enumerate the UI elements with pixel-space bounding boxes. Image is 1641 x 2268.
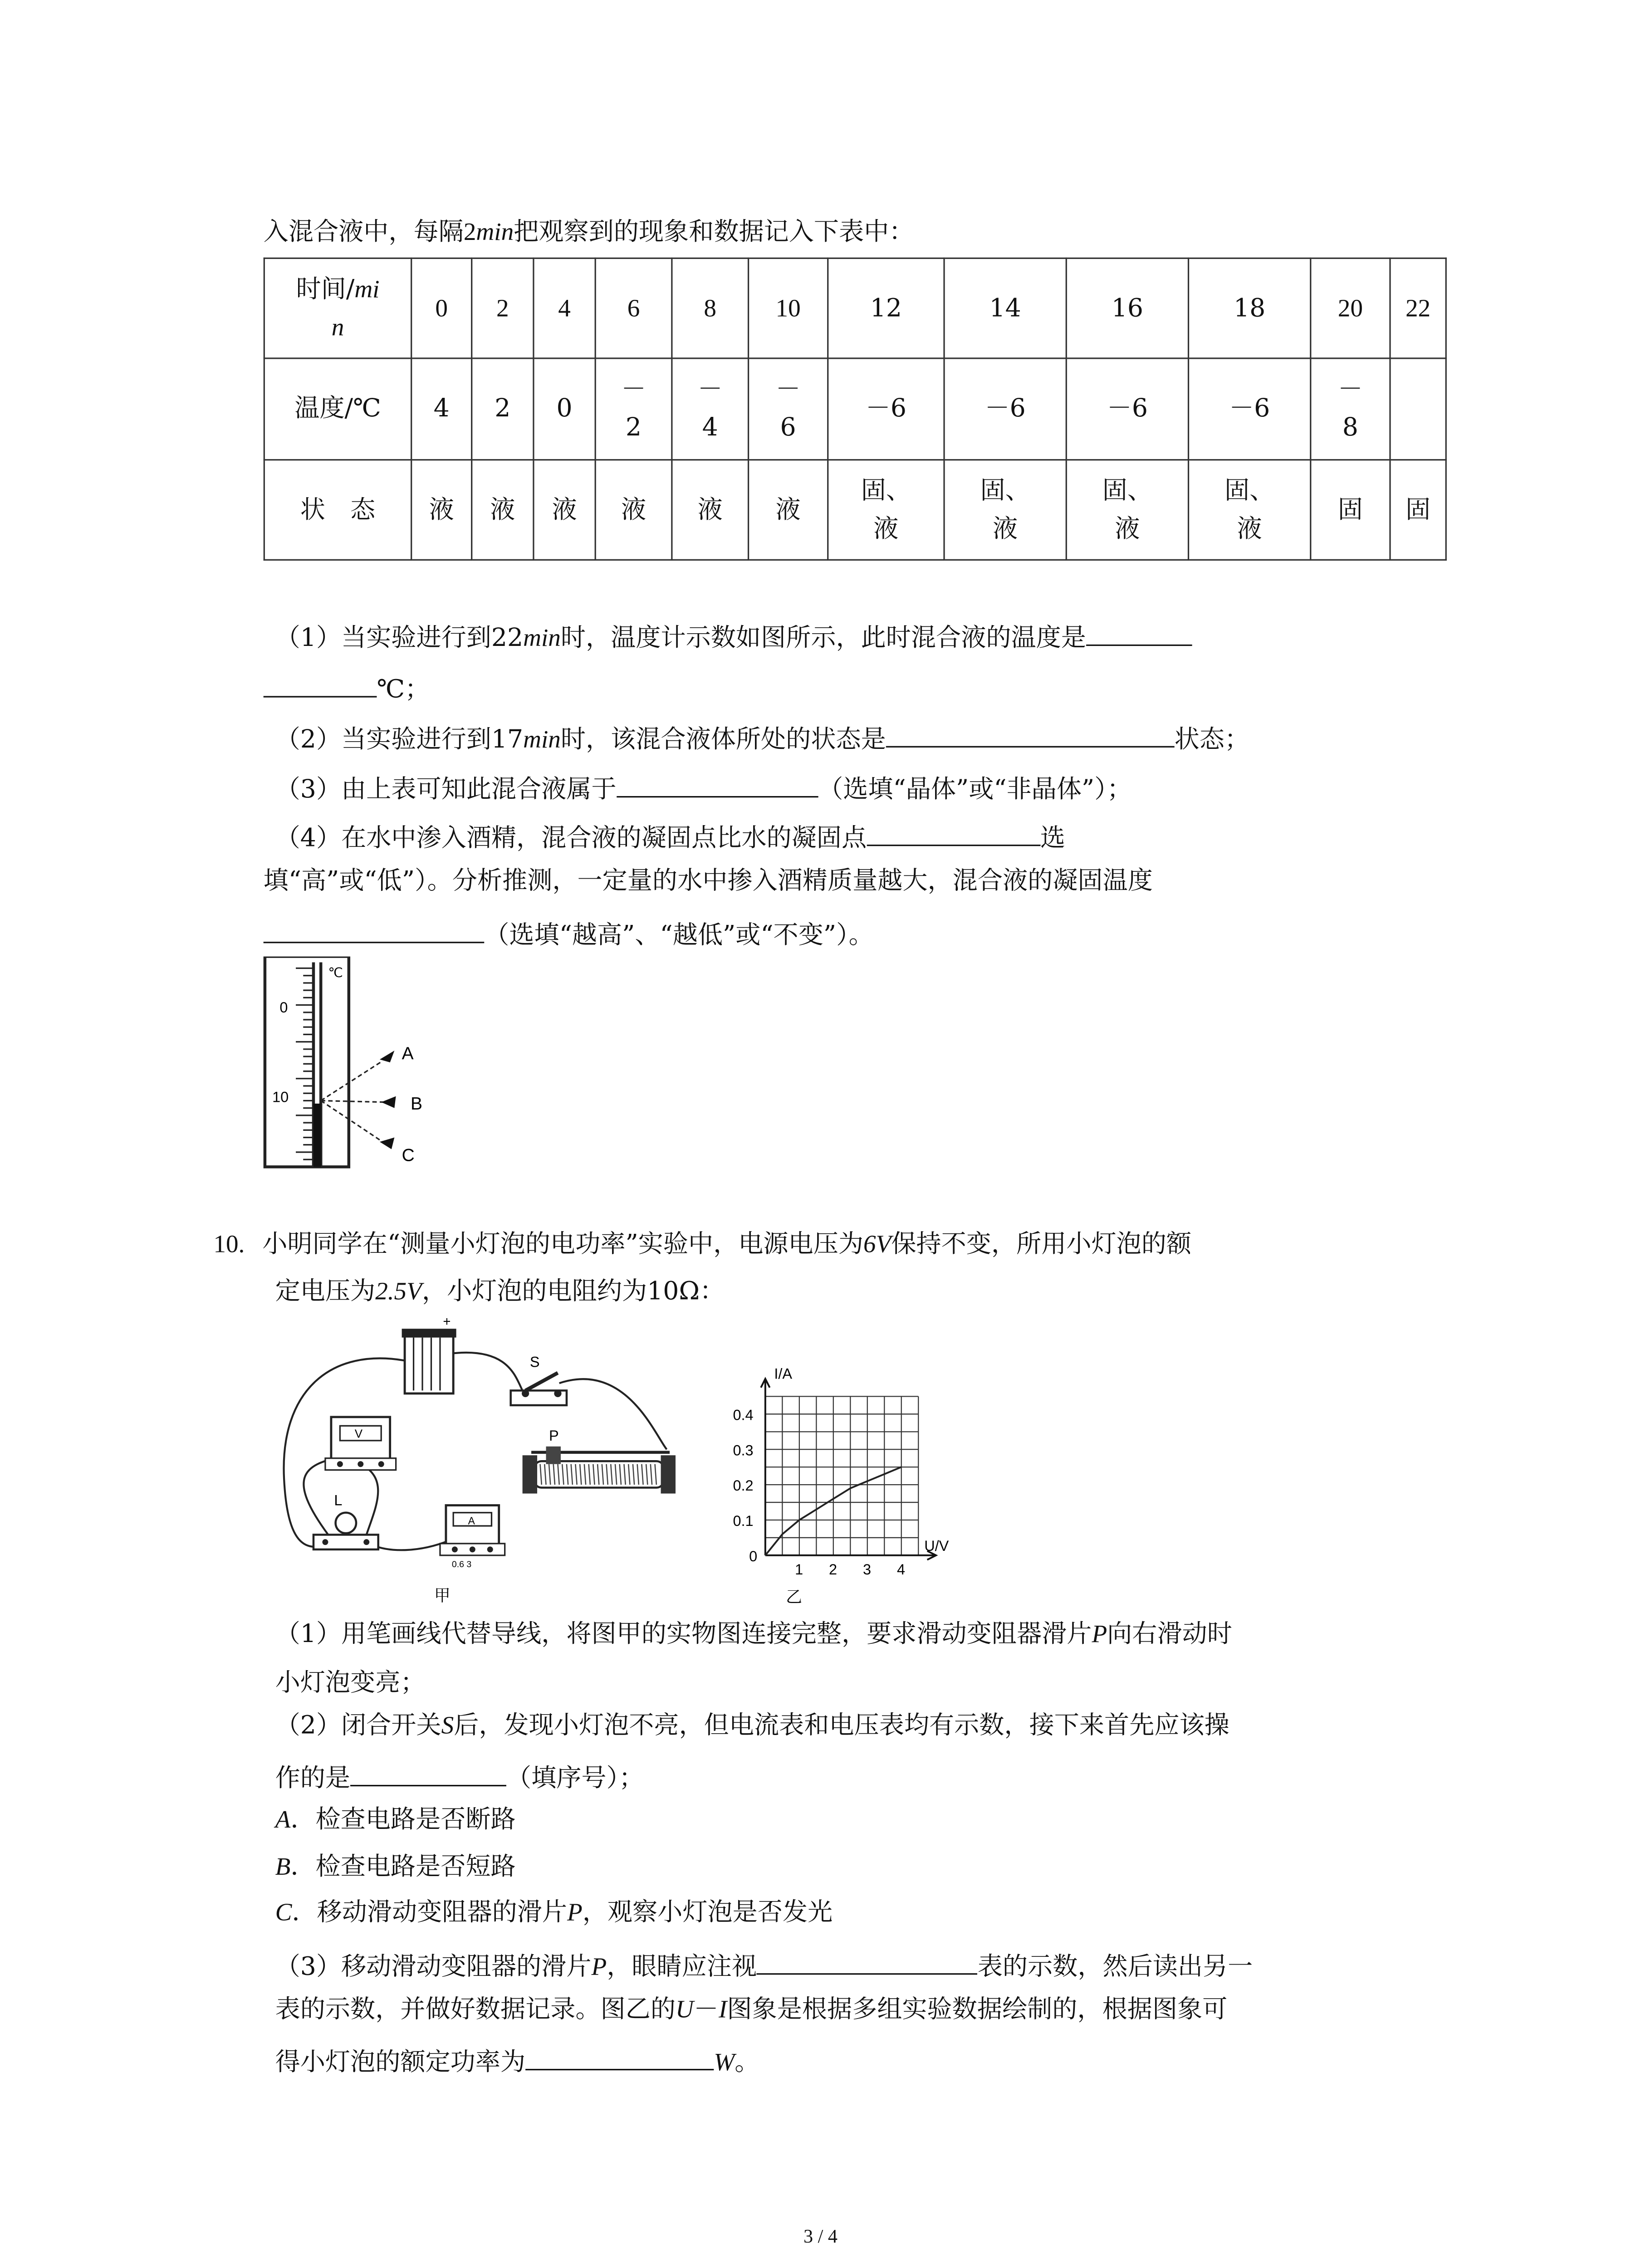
answer-blank-10-3b[interactable] [525,2043,714,2071]
state-cell-line-b: 液 [873,514,899,544]
temperature-cell [1311,358,1390,460]
chart-caption: 乙 [786,1588,802,1607]
q9-part3-end: （选填“晶体”或“非晶体”）； [818,775,1132,805]
q10-part3-slider: P [591,1952,607,1981]
answer-blank-4a[interactable] [867,818,1040,846]
state-cell-line-a: 固、 [861,476,911,506]
intro-unit: min [476,218,514,246]
q9-part1-text: （1）当实验进行到 [275,624,491,654]
q10-part2-text-a: （2）闭合开关 [275,1711,441,1741]
time-cell: 0 [411,258,472,358]
temperature-cell-line-b: 2 [625,413,642,443]
time-header [264,258,411,358]
x-tick-label: 4 [897,1561,906,1578]
time-label: 时间/ [296,274,355,304]
q10-part3-end: 。 [735,2048,760,2078]
answer-blank-4b[interactable] [264,915,485,943]
switch-label: S [529,1354,540,1370]
temperature-cell-line-a: － [621,375,647,405]
wire-switch-to-rheostat [559,1379,667,1449]
q10-text-c: 定电压为 [275,1277,376,1307]
temperature-cell [472,358,534,460]
intro-text: 入混合液中，每隔 [263,218,464,247]
q10-part2-text-d: （填序号）； [506,1764,644,1794]
answer-blank-10-2[interactable] [350,1759,506,1787]
rheostat-icon [523,1427,676,1494]
intro-interval: 2 [463,218,476,246]
state-cell [595,460,672,560]
chart-x-axis-label: U/V [924,1538,949,1554]
temperature-cell-line-a: 4 [433,394,450,424]
q10-part1-slider: P [1092,1620,1107,1648]
state-cell-line-a: 固、 [1102,476,1153,506]
answer-blank-2[interactable] [886,719,1175,748]
chart-tick-labels [733,1407,905,1578]
chart-axes [761,1379,936,1560]
answer-blank-10-3a[interactable] [757,1947,978,1975]
time-cell: 4 [534,258,595,358]
state-cell-line-b: 液 [1115,514,1140,544]
time-cell: 16 [1066,258,1188,358]
wire-voltmeter-to-lamp [361,1464,378,1535]
q10-part1-text-b: 向右滑动时 [1107,1620,1232,1650]
q10-text-b: 保持不变，所用小灯泡的额 [891,1230,1192,1260]
option-c-text-a: ．移动滑动变阻器的滑片 [292,1898,568,1928]
temperature-cell [828,358,944,460]
state-cell-line-a: 液 [775,495,801,525]
circuit-caption: 甲 [434,1586,451,1605]
observation-table [264,258,1447,561]
q9-part4 [275,818,1065,855]
q10-line1 [213,1229,1191,1261]
state-cell [828,460,944,560]
x-tick-label: 3 [863,1561,872,1578]
q9-part3 [275,770,1132,807]
q9-part3-text: （3）由上表可知此混合液属于 [275,775,617,805]
state-cell-line-b: 液 [1237,514,1262,544]
q10-part3-watt: W [714,2048,735,2077]
state-cell-line-a: 固 [1405,495,1431,525]
time-cell: 22 [1390,258,1446,358]
wire-lamp-to-ammeter [372,1540,449,1550]
battery-plus-label: + [443,1317,451,1329]
ammeter-terminals-label: 0.6 3 [451,1559,472,1569]
q10-part2-line2 [275,1759,644,1795]
state-cell-line-a: 固、 [1224,476,1275,506]
intro-text-end: 把观察到的现象和数据记入下表中： [514,218,914,247]
q10-part3-line1 [275,1947,1253,1984]
q9-part2-end: 状态； [1174,725,1250,755]
time-cell: 8 [672,258,749,358]
temperature-cell [749,358,828,460]
q9-part1-cont [264,670,430,706]
y-tick-label: 0.4 [733,1407,754,1423]
eye-b-label: B [411,1094,423,1114]
state-header: 状 态 [264,460,411,560]
temperature-cell-line-b: 8 [1342,413,1358,443]
state-cell-line-a: 液 [621,495,647,525]
voltmeter-label: V [354,1427,363,1441]
q10-part2-text-c: 作的是 [275,1764,351,1794]
q10-part1-line2: 小灯泡变亮； [275,1668,426,1698]
ammeter-icon [440,1505,505,1569]
lamp-label: L [334,1492,343,1509]
q10-part3-dash: － [693,1995,719,2025]
eye-a-icon [380,1051,394,1062]
q9-part2-text: （2）当实验进行到 [275,725,491,755]
page-number: 3 / 4 [803,2224,838,2247]
state-cell-line-a: 液 [552,495,577,525]
eye-a-label: A [402,1044,414,1064]
state-cell [672,460,749,560]
temperature-cell-line-a: 0 [556,394,573,424]
q10-part2-line1 [275,1710,1230,1742]
time-cell: 18 [1188,258,1310,358]
state-cell [1390,460,1446,560]
state-cell [749,460,828,560]
option-c-slider: P [567,1898,583,1926]
answer-blank-1a[interactable] [1086,618,1192,646]
chart-y-axis-label: I/A [774,1365,792,1382]
thermometer-liquid [314,1104,321,1167]
q9-part1 [275,618,1192,655]
q10-part2-switch: S [441,1711,454,1740]
battery-icon [402,1317,456,1393]
eye-c-icon [380,1138,394,1149]
q9-part4-line3 [264,915,874,952]
thermometer-frame [265,957,349,1167]
state-cell [534,460,595,560]
q9-part1-unit: min [523,624,561,652]
x-tick-label: 2 [829,1561,838,1578]
thermometer-figure [262,957,438,1172]
time-unit-a: mi [354,274,380,303]
state-cell-line-a: 液 [429,495,454,525]
state-cell-line-a: 固 [1337,495,1363,525]
temperature-cell [1066,358,1188,460]
temperature-header: 温度/℃ [264,358,411,460]
state-cell [472,460,534,560]
q10-part3-i: I [718,1995,727,2024]
y-tick-label: 0.2 [733,1477,754,1494]
intro-line [264,216,914,249]
time-cell: 6 [595,258,672,358]
q10-part3-text-e: 图象是根据多组实验数据绘制的，根据图象可 [727,1995,1228,2025]
thermometer-unit: ℃ [328,965,343,980]
switch-icon [511,1354,567,1405]
state-cell-line-a: 液 [697,495,723,525]
temperature-cell [411,358,472,460]
option-a-letter: A [275,1805,291,1833]
time-cell: 20 [1311,258,1390,358]
state-cell [1066,460,1188,560]
chart-origin-label: 0 [749,1548,758,1564]
q10-number: 10. [213,1230,245,1258]
time-cell: 10 [749,258,828,358]
q9-part1-text-b: 时，温度计示数如图所示，此时混合液的温度是 [560,624,1086,654]
temperature-cell [1390,358,1446,460]
q9-part1-time: 22 [491,624,524,654]
q9-part4-end: 选 [1040,824,1066,854]
q10-part3-line2 [275,1994,1228,2026]
time-cell: 14 [944,258,1066,358]
state-cell [411,460,472,560]
q10-text-a: 小明同学在“测量小灯泡的电功率”实验中，电源电压为 [262,1230,864,1260]
q9-part2-time: 17 [491,725,524,755]
thermometer-label-0: 0 [279,999,288,1016]
iu-chart [721,1361,971,1611]
temperature-cell-line-a: － [1337,375,1363,405]
option-a-text: ．检查电路是否断路 [290,1805,516,1835]
temperature-cell-line-b: 4 [702,413,718,443]
y-tick-label: 0.1 [733,1512,754,1529]
temperature-cell-line-a: 2 [495,394,511,424]
state-cell [944,460,1066,560]
temperature-cell [672,358,749,460]
temperature-cell [534,358,595,460]
temperature-cell-line-a: － [775,375,801,405]
q10-part3-text-b: ，眼睛应注视 [607,1952,757,1982]
eye-b-icon [381,1096,396,1108]
temperature-cell-line-a: －6 [1107,394,1148,424]
ammeter-label: A [468,1515,475,1527]
state-cell [1311,460,1390,560]
state-cell [1188,460,1310,560]
state-cell-line-b: 液 [993,514,1018,544]
chart-grid [765,1397,918,1555]
q10-text-e: ： [700,1277,725,1307]
temperature-cell-line-a: －6 [985,394,1026,424]
q10-supply-voltage: 6V [863,1230,892,1258]
temperature-cell [944,358,1066,460]
circuit-figure [272,1317,714,1611]
q9-part4-line2: 填“高”或“低”）。分析推测，一定量的水中掺入酒精质量越大，混合液的凝固温度 [263,866,1153,896]
y-tick-label: 0.3 [733,1442,754,1459]
x-tick-label: 1 [795,1561,803,1578]
q10-text-d: ，小灯泡的电阻约为 [421,1277,647,1307]
lamp-icon [314,1492,378,1549]
time-cell: 12 [828,258,944,358]
option-b [275,1851,516,1883]
option-c-letter: C [275,1898,292,1926]
time-row [264,258,1446,358]
q10-part2-text-b: 后，发现小灯泡不亮，但电流表和电压表均有示数，接下来首先应该操 [454,1711,1230,1741]
temperature-cell-line-a: －6 [865,394,906,424]
option-c [275,1897,833,1929]
state-row [264,460,1446,560]
option-a [275,1804,516,1836]
q9-part1-end: ℃； [377,675,430,705]
wire-battery-to-switch [449,1353,522,1391]
time-cell: 2 [472,258,534,358]
q10-part1-line1 [275,1618,1232,1651]
temperature-cell-line-b: 6 [780,413,796,443]
q10-part3-text-f: 得小灯泡的额定功率为 [275,2048,526,2078]
temperature-cell [595,358,672,460]
temperature-row [264,358,1446,460]
q10-part3-u: U [675,1995,694,2024]
q10-part1-text-a: （1）用笔画线代替导线，将图甲的实物图连接完整，要求滑动变阻器滑片 [275,1620,1092,1650]
slider-label: P [549,1427,559,1444]
option-c-text-b: ，观察小灯泡是否发光 [582,1898,833,1928]
thermometer-label-10: 10 [272,1089,289,1105]
temperature-cell-line-a: －6 [1229,394,1270,424]
time-unit-b: n [331,313,344,341]
q10-part3-text-a: （3）移动滑动变阻器的滑片 [275,1952,592,1982]
q9-part4-line3-text: （选填“越高”、“越低”或“不变”）。 [484,921,874,951]
q10-resistance: 10Ω [647,1277,700,1307]
temperature-cell [1188,358,1310,460]
q10-part3-line3 [275,2043,760,2079]
state-cell-line-a: 液 [490,495,515,525]
q9-part4-text: （4）在水中渗入酒精，混合液的凝固点比水的凝固点 [275,824,867,854]
voltmeter-icon [325,1417,396,1470]
q10-part3-text-d: 表的示数，并做好数据记录。图乙的 [275,1995,676,2025]
option-b-letter: B [275,1853,291,1881]
eye-c-label: C [402,1145,415,1165]
q9-part2-text-b: 时，该混合液体所处的状态是 [560,725,886,755]
answer-blank-3[interactable] [617,770,818,798]
q10-line2 [275,1276,725,1308]
temperature-cell-line-a: － [697,375,723,405]
state-cell-line-a: 固、 [980,476,1030,506]
q10-rated-voltage: 2.5V [375,1277,422,1305]
option-b-text: ．检查电路是否短路 [290,1853,516,1882]
q10-part3-text-c: 表的示数，然后读出另一 [977,1952,1253,1982]
answer-blank-1b[interactable] [264,670,377,698]
q9-part2-unit: min [523,725,561,753]
q9-part2 [275,719,1249,756]
